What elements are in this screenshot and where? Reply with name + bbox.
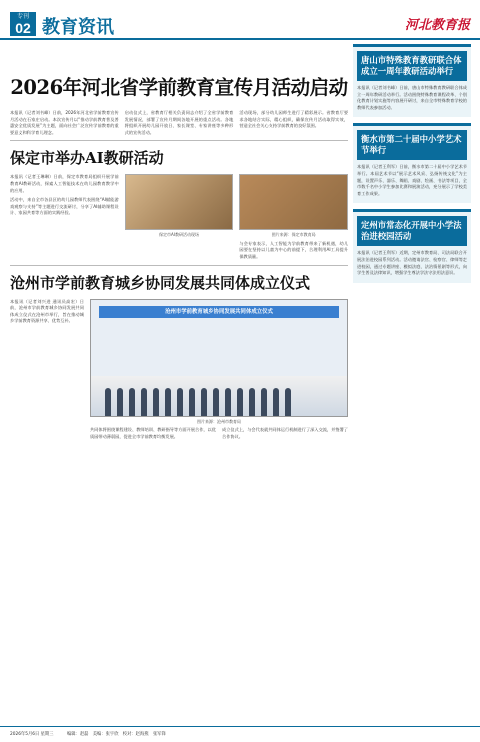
sidebar-box-1 [353, 44, 471, 117]
page-label: 专刊 [16, 14, 29, 20]
story2-photo-1 [125, 174, 234, 230]
sidebar-box-2-title: 衡水市第二十届中小学艺术节举行 [357, 130, 467, 160]
people-group [91, 376, 347, 416]
story2-photo-2 [239, 174, 348, 230]
story3-photo-caption: 图片来源：沧州市教育局 [197, 418, 241, 424]
story2-photo-2-caption: 图片来源：保定市教育局 [271, 232, 316, 238]
story3-body [10, 299, 348, 441]
lead-col-3: 活动现场，部分幼儿园师生进行了精彩展示。省教育厅要求各地结合实际，精心组织，确保宣传月活动取得实效，营造全社会关心支持学前教育的良好氛围。 [239, 110, 349, 129]
sidebar [353, 44, 471, 724]
story2-headline: 保定市举办AI教研活动 [10, 149, 164, 168]
sidebar-box-1-text: 本报讯（记者刘书峰）日前，唐山市特殊教育教研联合体成立一周年教研活动举行。活动围绕特殊教育课程改革、个别化教育计划实施等内容展开研讨，来自全市特殊教育学校的教师代表参加活动。 [357, 85, 467, 110]
sidebar-box-2-text: 本报讯（记者王利军）日前，衡水市第二十届中小学艺术节举行。本届艺术节以“展示艺术风采、弘扬传统文化”为主题，设置声乐、器乐、舞蹈、戏剧、绘画、书法等项目，全市数千名中小学生参加比赛和展演活动，充分展示了学校美育工作成果。 [357, 164, 467, 196]
story3-photo-banner: 沧州市学前教育城乡协同发展共同体成立仪式 [99, 306, 339, 318]
story3-col-1: 本报讯（记者刘兴进 通讯员高宏）日前，沧州市学前教育城乡协同发展共同体成立仪式在沧州市举行，旨在推动城乡学前教育资源共享、优势互补。 [10, 298, 84, 324]
footer-editors: 编辑：赵磊 美编：张宇欣 校对：赵海燕 张军锋 [66, 732, 166, 737]
paper-logo: 河北教育报 [404, 18, 470, 33]
sidebar-box-3-text: 本报讯（记者王利军）近期，定州市教育局、司法局联合开展法治进校园系列活动。活动邀请法官、检察官、律师等走进校园，通过专题讲座、模拟法庭、法治情景剧等形式，向学生普及法律知识，增强学生尊法学法守法用法意识。 [357, 250, 467, 276]
divider [10, 265, 348, 266]
sidebar-box-1-title: 唐山市特殊教育教研联合体成立一周年教研活动举行 [357, 51, 467, 81]
story3-col-3: 成立仪式上，与会代表就共同体运行机制进行了深入交流，并签署了合作协议。 [222, 427, 348, 439]
lead-col-2: 启动仪式上，省教育厅相关负责同志介绍了全省学前教育发展情况，部署了宣传月期间各地开展的重点活动。各地将组织开展幼儿园开放日、家长课堂、专家讲座等多种形式的宣传活动。 [124, 110, 234, 135]
story2-body [10, 174, 348, 260]
lead-headline: 2026年河北省学前教育宣传月活动启动 [10, 76, 348, 99]
story3-photo [90, 299, 348, 417]
sidebar-box-3 [353, 209, 471, 282]
story3-headline: 沧州市学前教育城乡协同发展共同体成立仪式 [10, 273, 311, 292]
story2-photo-1-caption: 保定市AI教研活动现场 [159, 232, 199, 238]
story3-col-2: 共同体将围绕课程建设、教师培训、教研指导等方面开展合作，以优质园带动薄弱园，促进全市学前教育均衡发展。 [90, 427, 216, 439]
footer [0, 726, 480, 742]
masthead [0, 0, 480, 40]
lead-col-1: 本报讯（记者刘书峰）日前，2026年河北省学前教育宣传月活动在石家庄启动。本次宣传月以“推动学前教育普及普惠安全优质发展”为主题，面向社会广泛宣传学前教育的重要意义和科学育儿理念。 [10, 110, 119, 135]
lead-body [10, 110, 348, 136]
sidebar-box-3-title: 定州市常态化开展中小学法治进校园活动 [357, 216, 467, 246]
story2-text-c: 与会专家表示，人工智能为学前教育带来了新机遇，幼儿园要在坚持以儿童为中心的前提下，合理利用AI工具提升保教质量。 [239, 240, 349, 260]
section-title: 教育资讯 [42, 17, 114, 38]
page-number: 02 [15, 20, 31, 36]
page-number-box [10, 12, 36, 36]
footer-date: 2026年5月6日 星期三 [10, 732, 54, 737]
divider [10, 140, 348, 141]
sidebar-box-2 [353, 123, 471, 203]
story2-text-b: 活动中，来自全市各县区的幼儿园教师代表围绕“AI赋能游戏观察与支持”等主题进行交流研讨，分享了AI辅助课程设计、家园共育等方面的实践经验。 [10, 197, 119, 216]
story2-text-a: 本报讯（记者王琳琳）日前，保定市教育局组织开展学前教育AI教研活动，探索人工智能技术在幼儿园教育教学中的应用。 [10, 174, 119, 193]
main-column [10, 44, 348, 724]
